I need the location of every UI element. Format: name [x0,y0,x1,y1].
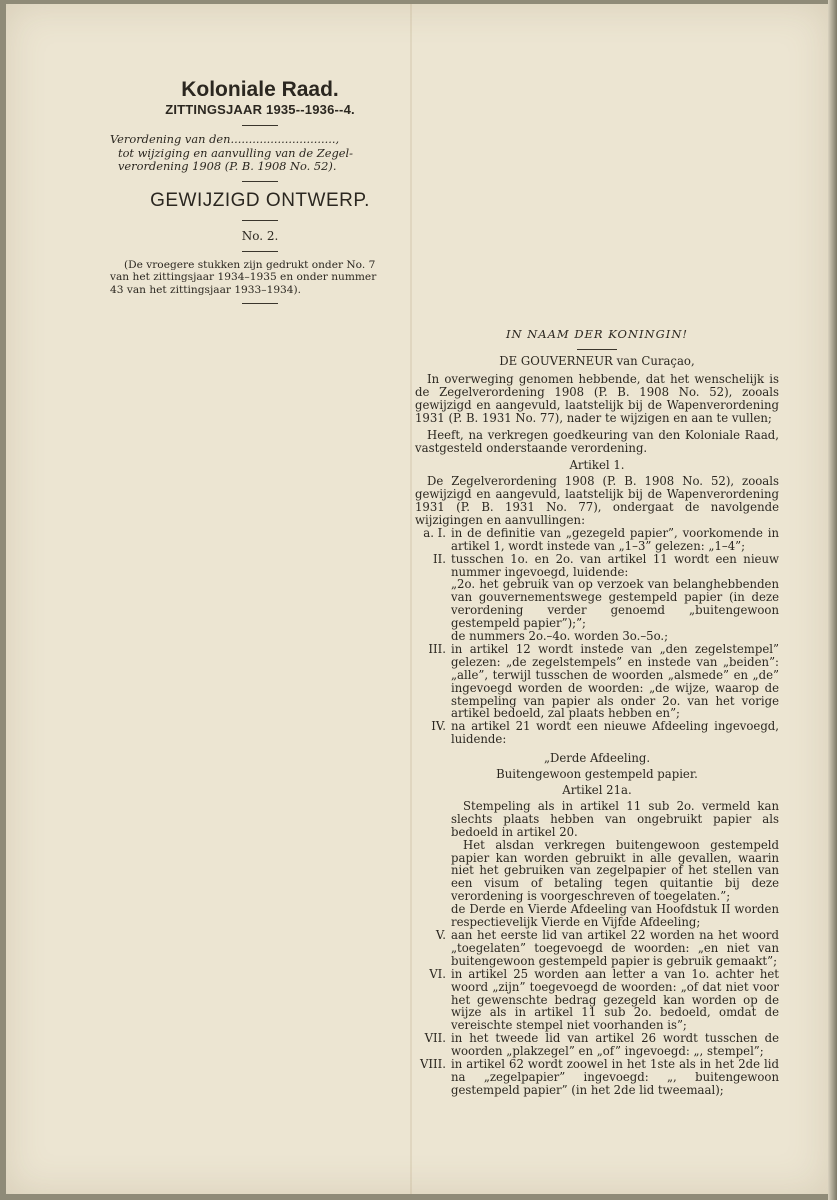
item-number: IV. [431,719,446,734]
ordinance-line: Verordening van den............................., [110,132,340,146]
item-number: III. [428,641,446,656]
item-number: VIII. [419,1057,446,1072]
session-year: ZITTINGSJAAR 1935--1936--4. [165,102,355,117]
amendment-item [415,643,779,720]
amendment-item [415,1032,779,1058]
ordinance-line: verordening 1908 (P. B. 1908 No. 52). [118,159,337,173]
amendment-item [415,1058,779,1097]
article-21a-paragraph: Het alsdan verkregen buitengewoon gestempeld papier kan worden gebruikt in alle gevallen, waarin niet het gebruiken van zegelpapier of het stellen van een visum of betaling tegen quitantie bij deze verordening is voorgeschreven of toegelaten.”; [451,837,779,904]
document-number: No. 2. [241,228,279,243]
item-number: II. [433,551,446,566]
divider [242,125,278,126]
divider [242,303,278,304]
amendment-item [415,968,779,1033]
item-number: a. I. [423,525,446,540]
page-fold [410,4,412,1194]
item-tail: de Derde en Vierde Afdeeling van Hoofdstuk II worden respectievelijk Vierde en Vijfde Afdeeling; [451,902,779,930]
item-text: in artikel 25 worden aan letter a van 1o. achter het woord „zijn” toegevoegd de woorden: „of dat niet voor het gewenschte bedrag gezegeld kan worden op de wijze als in artikel 11 sub 2o. bedoeld, omdat de vereischte stempel niet voorhanden is”; [451,966,779,1033]
ordinance-line: tot wijziging en aanvulling van de Zegel- [118,145,353,160]
derde-afdeeling-heading: „Derde Afdeeling. [543,751,651,766]
in-naam-heading: IN NAAM DER KONINGIN! [505,327,689,341]
preamble-considering: In overweging genomen hebbende, dat het wenschelijk is de Zegelverordening 1908 (P. B. 1908 No. 52), zooals gewijzigd en aangevuld, laatstelijk bij de Wapenverordening 1931 (P. B. 1931 No. 77), nader te wijzigen en aan te vullen; [415,371,779,425]
amendment-item [415,527,779,553]
item-number: V. [435,927,446,942]
amendment-item [415,553,779,579]
gouverneur-line: DE GOUVERNEUR van Curaçao, [499,353,695,368]
document-type: GEWIJZIGD ONTWERP. [150,189,370,211]
item-text: aan het eerste lid van artikel 22 worden na het woord „toegelaten” toegevoegd de woorden: „en niet van buitengewoon gestempeld papier is gebruik gemaakt”; [451,927,779,968]
article-21a-paragraph: Stempeling als in artikel 11 sub 2o. vermeld kan slechts plaats hebben van ongebruikt papier als bedoeld in artikel 20. [451,798,779,839]
divider [242,251,278,252]
section-subtitle: Buitengewoon gestempeld papier. [496,767,698,782]
amendment-item [415,929,779,968]
council-title: Koloniale Raad. [181,78,339,101]
divider [242,220,278,221]
ordinance-body [415,328,779,1097]
article-21a-heading: Artikel 21a. [562,783,632,797]
note-line: van het zittingsjaar 1934–1935 en onder nummer [110,271,377,283]
item-number: VII. [424,1031,446,1046]
reference-note [110,259,410,297]
note-line: 43 van het zittingsjaar 1933–1934). [110,283,302,296]
item-quote: „2o. het gebruik van op verzoek van belanghebbenden van gouvernementswege gestempeld papier (in deze verordening verder genoemd „buitengewoon gestempeld papier”);”; [451,577,779,631]
article-1-heading: Artikel 1. [569,458,625,473]
page-edge [828,0,837,1200]
item-tail: de nummers 2o.–4o. worden 3o.–5o.; [451,629,669,644]
item-number: VI. [429,966,446,981]
note-line: (De vroegere stukken zijn gedrukt onder No. 7 [124,258,376,271]
header-block [110,78,410,311]
item-text: in de definitie van „gezegeld papier”, voorkomende in artikel 1, wordt instede van „1–3” gelezen: „1–4”; [451,525,779,553]
item-text: na artikel 21 wordt een nieuwe Afdeeling ingevoegd, luidende: [451,719,779,747]
item-text: tusschen 1o. en 2o. van artikel 11 wordt een nieuw nummer ingevoegd, luidende: [451,551,779,579]
item-text: in artikel 62 wordt zoowel in het 1ste als in het 2de lid na „zegelpapier” ingevoegd: „, buitengewoon gestempeld papier” (in het 2de lid tweemaal); [451,1057,779,1097]
item-text: in het tweede lid van artikel 26 wordt tusschen de woorden „plakzegel” en „of” ingevoegd: „, stempel”; [451,1031,779,1059]
preamble-enacted: Heeft, na verkregen goedkeuring van den Koloniale Raad, vastgesteld onderstaande verordening. [415,428,779,456]
item-text: in artikel 12 wordt instede van „den zegelstempel” gelezen: „de zegelstempels” en instede van „beiden”: „alle”, terwijl tusschen de woorden „alsmede” en „de” ingevoegd worden de woorden: „de wijze, waarop de stempeling van papier als onder 2o. van het vorige artikel bedoeld, zal plaats hebben en”; [451,641,779,721]
ordinance-title [110,133,410,174]
amendment-item [415,720,779,746]
divider [577,349,617,350]
divider [242,181,278,182]
article-1-intro: De Zegelverordening 1908 (P. B. 1908 No. 52), zooals gewijzigd en aangevuld, laatstelijk bij de Wapenverordening 1931 (P. B. 1931 No. 77), ondergaat de navolgende wijzigingen en aanvullingen: [415,474,779,527]
